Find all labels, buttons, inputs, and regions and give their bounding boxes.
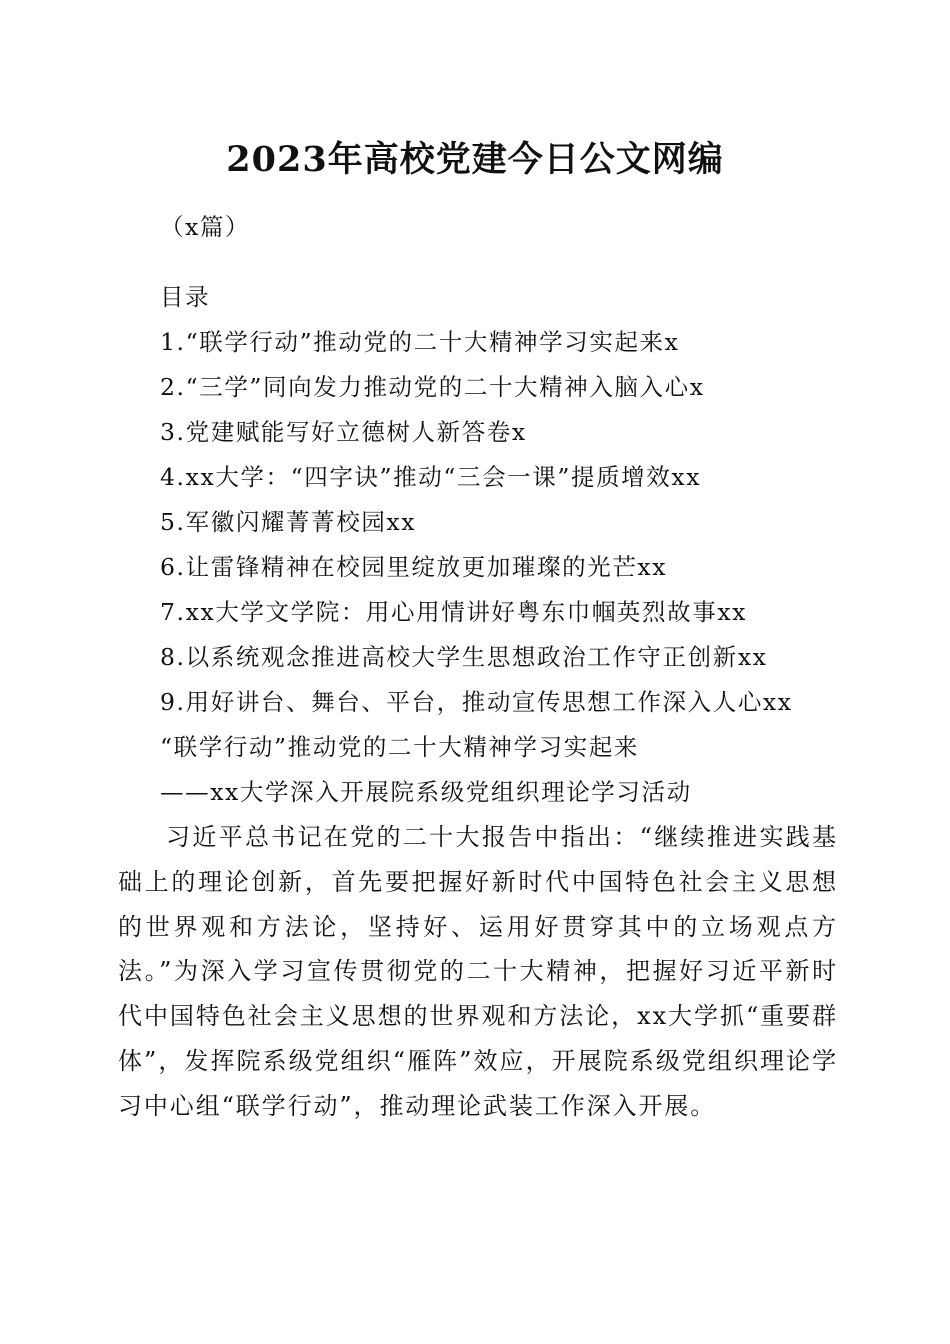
article-title: “联学行动”推动党的二十大精神学习实起来 (160, 733, 640, 761)
toc-item-9: 9.用好讲台、舞台、平台，推动宣传思想工作深入人心xx (160, 688, 793, 716)
count-note: （x篇） (160, 213, 251, 241)
toc-item-6: 6.让雷锋精神在校园里绽放更加璀璨的光芒xx (160, 553, 668, 581)
toc-item-5: 5.军徽闪耀菁菁校园xx (160, 508, 417, 536)
toc-item-7: 7.xx大学文学院：用心用情讲好粤东巾帼英烈故事xx (160, 598, 748, 626)
article-subtitle: ——xx大学深入开展院系级党组织理论学习活动 (160, 778, 692, 806)
toc-item-1: 1.“联学行动”推动党的二十大精神学习实起来x (160, 328, 680, 356)
toc-item-2: 2.“三学”同向发力推动党的二十大精神入脑入心x (160, 373, 705, 401)
toc-heading: 目录 (160, 283, 211, 311)
document-title: 2023年高校党建今日公文网编 (226, 139, 724, 180)
toc-item-4: 4.xx大学：“四字诀”推动“三会一课”提质增效xx (160, 463, 702, 491)
body-paragraph: 习近平总书记在党的二十大报告中指出：“继续推进实践基础上的理论创新，首先要把握好新时代中国特色社会主义思想的世界观和方法论，坚持好、运用好贯穿其中的立场观点方法。”为深入学习宣传贯彻党的二十大精神，把握好习近平新时代中国特色社会主义思想的世界观和方法论，xx大学抓“重要群体”，发挥院系级党组织“雁阵”效应，开展院系级党组织理论学习中心组“联学行动”，推动理论武装工作深入开展。 (118, 823, 838, 1120)
toc-item-3: 3.党建赋能写好立德树人新答卷x (160, 418, 527, 446)
toc-item-8: 8.以系统观念推进高校大学生思想政治工作守正创新xx (160, 643, 768, 671)
